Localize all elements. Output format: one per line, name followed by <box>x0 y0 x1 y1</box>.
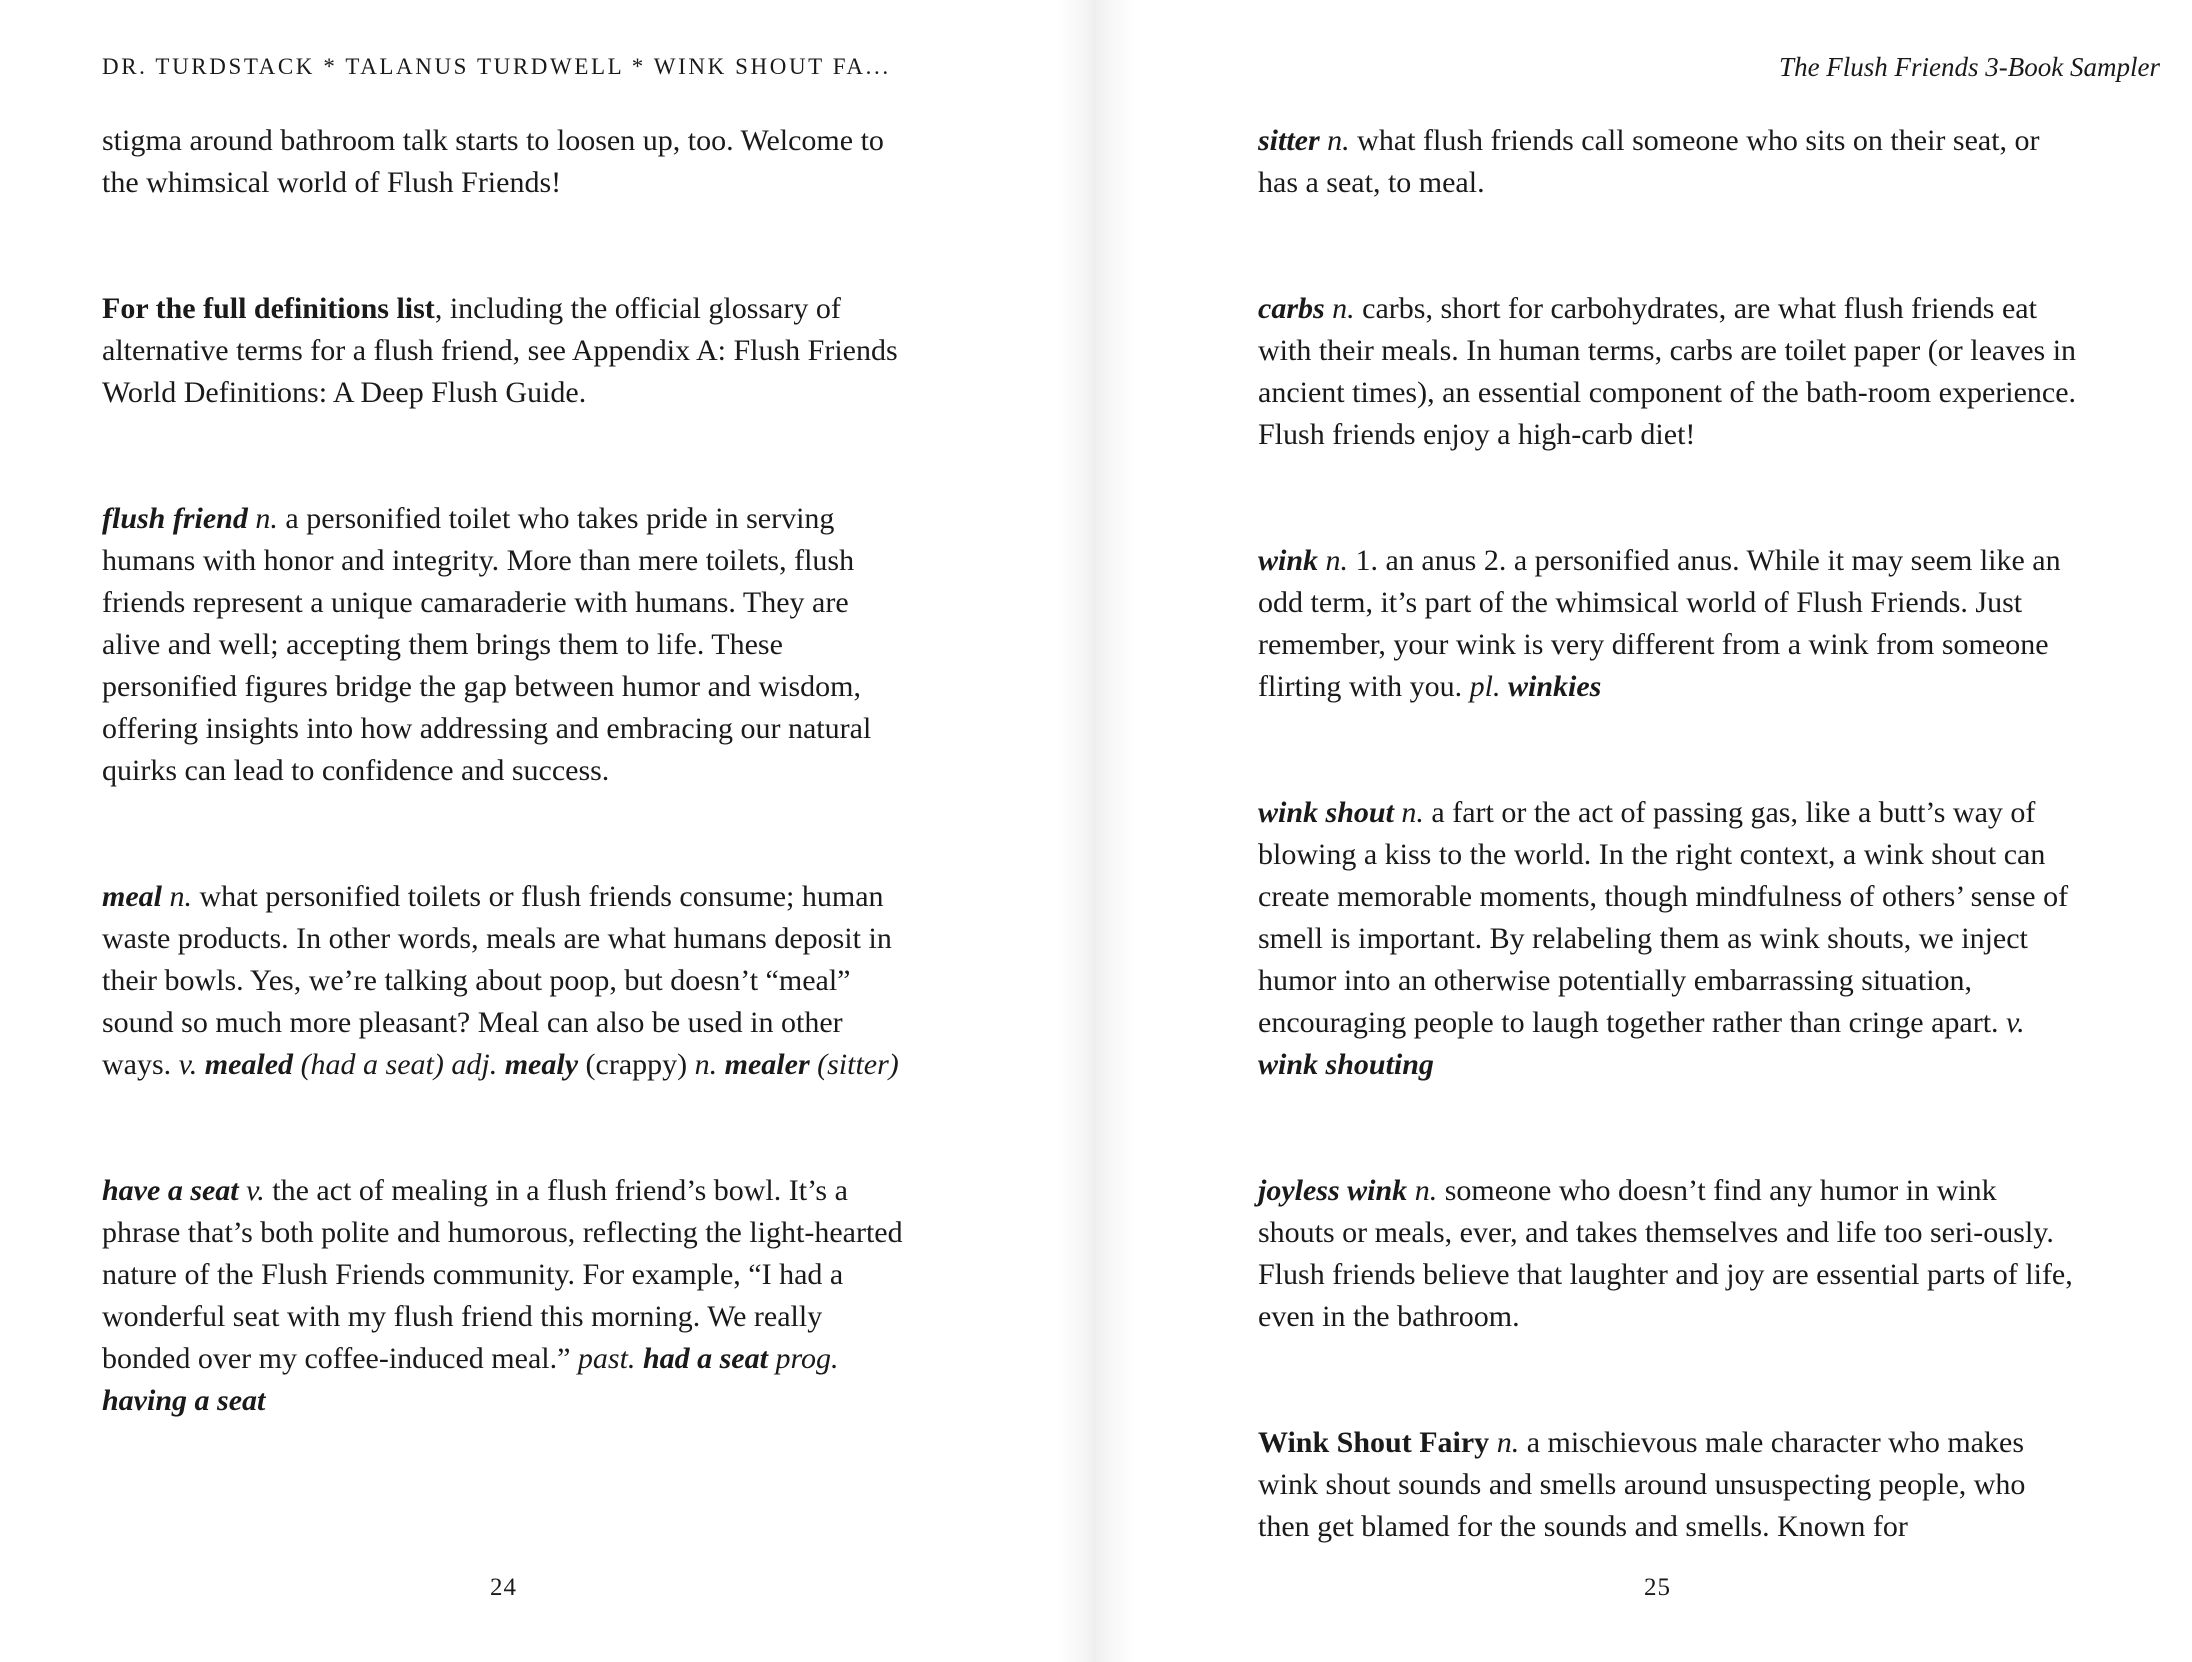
entry-term: flush friend <box>102 502 248 535</box>
entry-definition: what personified toilets or flush friends consume; human waste products. In other words, meals are what humans deposit in their bowls. Yes, we’re talking about poop, but doesn’t “meal” sound so much more pleasant? Meal can also be used in other ways. <box>102 880 892 1081</box>
entry-part-of-speech: n. <box>169 880 192 913</box>
entry-part-of-speech: n. <box>1401 796 1424 829</box>
entry-definition: what flush friends call someone who sits on their seat, or has a seat, to meal. <box>1258 124 2040 199</box>
entry-joyless-wink <box>1258 1170 2078 1338</box>
entry-wink <box>1258 540 2078 708</box>
running-head-authors: DR. TURDSTACK * TALANUS TURDWELL * WINK SHOUT FA... <box>102 54 891 79</box>
intro-text: stigma around bathroom talk starts to loosen up, too. Welcome to the whimsical world of Flush Friends! <box>102 124 884 199</box>
right-page-body <box>1258 120 2078 1548</box>
entry-term: wink <box>1258 544 1319 577</box>
running-head-title: The Flush Friends 3-Book Sampler <box>1779 52 2160 82</box>
entry-term: sitter <box>1258 124 1320 157</box>
entry-definition: 1. an anus 2. a personified anus. While it may seem like an odd term, it’s part of the whimsical world of Flush Friends. Just remember, your wink is very different from a wink from someone flirting with you. <box>1258 544 2061 703</box>
entry-part-of-speech: v. <box>246 1174 265 1207</box>
entry-variant-pos: n. <box>694 1048 718 1081</box>
entry-definition: a personified toilet who takes pride in serving humans with honor and integrity. More than mere toilets, flush friends represent a unique camaraderie with humans. They are alive and well; accepting them brings them to life. These personified figures bridge the gap between humor and wisdom, offering insights into how addressing and embracing our natural quirks can lead to confidence and success. <box>102 502 872 787</box>
entry-part-of-speech: n. <box>255 502 278 535</box>
entry-wink-shout <box>1258 792 2078 1086</box>
gutter-shadow <box>1096 0 1136 1662</box>
entry-variant-gloss: (crappy) <box>585 1048 688 1081</box>
entry-variant: mealer <box>724 1048 810 1081</box>
entry-variant: having a seat <box>102 1384 266 1417</box>
definitions-note-lead: For the full definitions list <box>102 292 435 325</box>
entry-variant-pos: past. <box>577 1342 636 1375</box>
page-number-right: 25 <box>1644 1574 1671 1601</box>
entry-variant: wink shouting <box>1258 1048 1434 1081</box>
entry-part-of-speech: n. <box>1496 1426 1520 1459</box>
entry-carbs <box>1258 288 2078 456</box>
entry-definition: carbs, short for carbohydrates, are what flush friends eat with their meals. In human terms, carbs are toilet paper (or leaves in ancient times), an essential component of the bath-room experience. Flush friends enjoy a high-carb diet! <box>1258 292 2077 451</box>
entry-definition: the act of mealing in a flush friend’s bowl. It’s a phrase that’s both polite and humorous, reflecting the light-hearted nature of the Flush Friends community. For example, “I had a wonderful seat with my flush friend this morning. We really bonded over my coffee-induced meal.” <box>102 1174 903 1375</box>
entry-variant: mealed <box>204 1048 294 1081</box>
entry-definition: someone who doesn’t find any humor in wink shouts or meals, ever, and takes themselves and life too seri-ously. Flush friends believe that laughter and joy are essential parts of life, even in the bathroom. <box>1258 1174 2073 1333</box>
definitions-note-paragraph <box>102 288 912 414</box>
entry-variant: had a seat <box>642 1342 768 1375</box>
entry-have-a-seat <box>102 1170 912 1422</box>
entry-variant-pos: pl. <box>1469 670 1501 703</box>
left-page-body <box>102 120 912 1422</box>
entry-variant-gloss: (had a seat) <box>300 1048 444 1081</box>
entry-part-of-speech: n. <box>1325 544 1349 577</box>
entry-part-of-speech: n. <box>1414 1174 1438 1207</box>
entry-variant-pos: adj. <box>451 1048 498 1081</box>
page-number-left: 24 <box>490 1574 517 1601</box>
entry-flush-friend <box>102 498 912 792</box>
entry-meal <box>102 876 912 1086</box>
entry-variant-gloss: (sitter) <box>817 1048 899 1081</box>
entry-wink-shout-fairy <box>1258 1422 2078 1548</box>
entry-term: meal <box>102 880 162 913</box>
entry-variant: mealy <box>504 1048 579 1081</box>
entry-variant: winkies <box>1508 670 1602 703</box>
entry-term: wink shout <box>1258 796 1394 829</box>
gutter-shadow <box>1056 0 1096 1662</box>
entry-variant-pos: v. <box>2006 1006 2025 1039</box>
entry-part-of-speech: n. <box>1327 124 1350 157</box>
entry-sitter <box>1258 120 2078 204</box>
entry-term: carbs <box>1258 292 1325 325</box>
entry-term: Wink Shout Fairy <box>1258 1426 1490 1459</box>
entry-term: joyless wink <box>1258 1174 1408 1207</box>
entry-definition: a fart or the act of passing gas, like a butt’s way of blowing a kiss to the world. In the right context, a wink shout can create memorable moments, though mindfulness of others’ sense of smell is important. By relabeling them as wink shouts, we inject humor into an otherwise potentially embarrassing situation, encouraging people to laugh together rather than cringe apart. <box>1258 796 2069 1039</box>
entry-part-of-speech: n. <box>1332 292 1355 325</box>
entry-variant-pos: v. <box>178 1048 198 1081</box>
definitions-note-text: , including the official glossary of alternative terms for a flush friend, see Appendix A: Flush Friends World Definitions: A Deep Flush Guide. <box>102 292 898 409</box>
intro-paragraph <box>102 120 912 204</box>
entry-definition: a mischievous male character who makes wink shout sounds and smells around unsuspecting people, who then get blamed for the sounds and smells. Known for <box>1258 1426 2026 1543</box>
entry-variant-pos: prog. <box>775 1342 839 1375</box>
entry-term: have a seat <box>102 1174 239 1207</box>
right-page <box>1096 0 2192 1662</box>
